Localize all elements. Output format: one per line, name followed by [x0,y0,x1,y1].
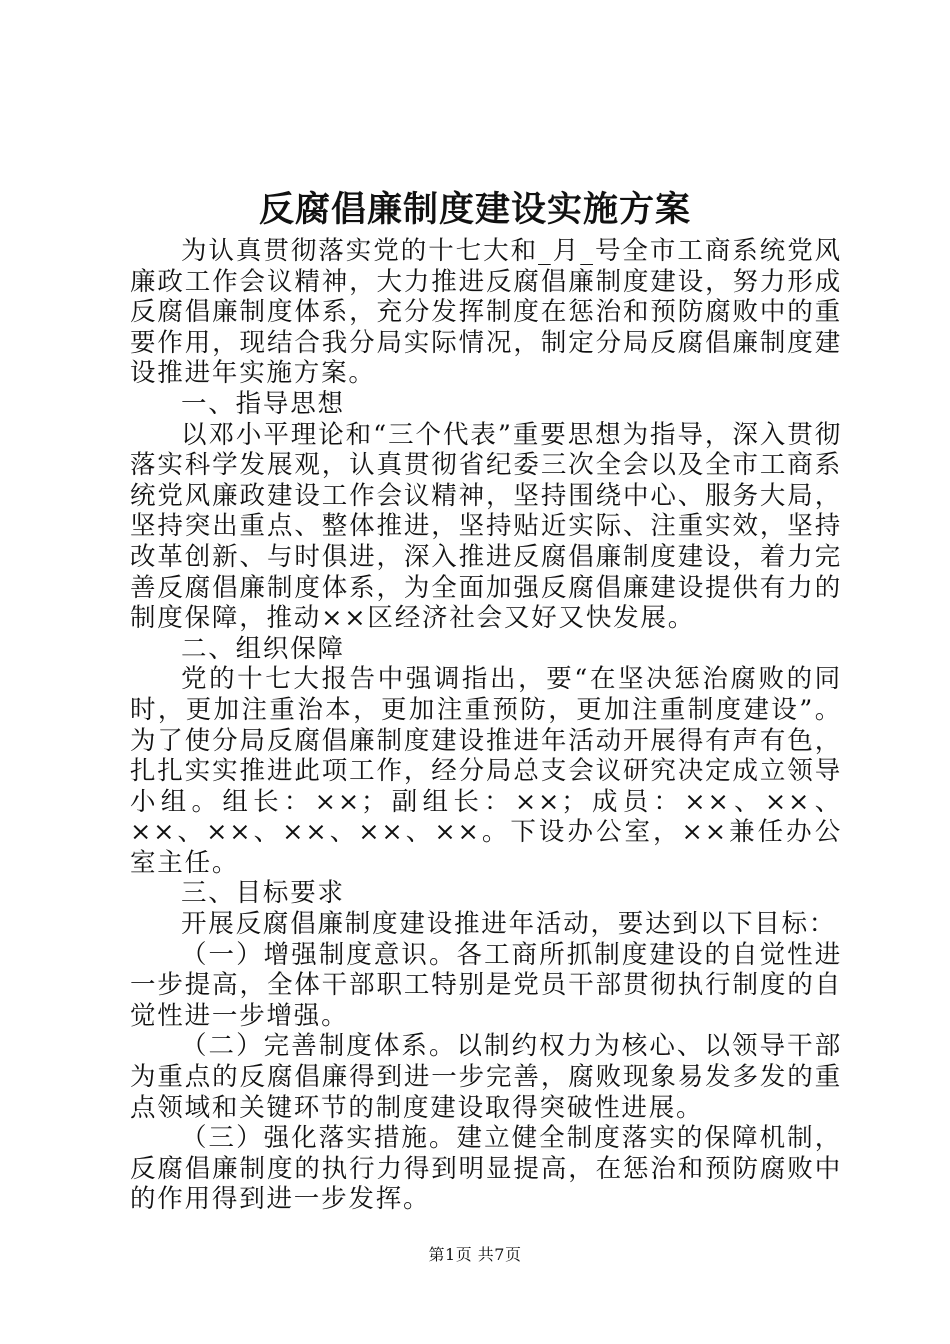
document-title: 反腐倡廉制度建设实施方案 [258,189,691,230]
goal-item-3: （三）强化落实措施。建立健全制度落实的保障机制，反腐倡廉制度的执行力得到明显提高，在惩治和预防腐败中的作用得到进一步发挥。 [130,1123,842,1215]
goal-item-1: （一）增强制度意识。各工商所抓制度建设的自觉性进一步提高，全体干部职工特别是党员干部贯彻执行制度的自觉性进一步增强。 [130,939,842,1031]
guiding-thought-paragraph: 以邓小平理论和“三个代表”重要思想为指导，深入贯彻落实科学发展观，认真贯彻省纪委三次全会以及全市工商系统党风廉政建设工作会议精神，坚持围绕中心、服务大局，坚持突出重点、整体推进，坚持贴近实际、注重实效，坚持改革创新、与时俱进，深入推进反腐倡廉制度建设，着力完善反腐倡廉制度体系，为全面加强反腐倡廉建设提供有力的制度保障，推动××区经济社会又好又快发展。 [130,419,842,634]
intro-paragraph: 为认真贯彻落实党的十七大和_月_号全市工商系统党风廉政工作会议精神，大力推进反腐倡廉制度建设，努力形成反腐倡廉制度体系，充分发挥制度在惩治和预防腐败中的重要作用，现结合我分局实际情况，制定分局反腐倡廉制度建设推进年实施方案。 [130,236,842,389]
section-heading-goals: 三、目标要求 [181,878,345,909]
document-body [130,236,842,1215]
organization-paragraph: 党的十七大报告中强调指出，要“在坚决惩治腐败的同时，更加注重治本，更加注重预防，更加注重制度建设”。为了使分局反腐倡廉制度建设推进年活动开展得有声有色，扎扎实实推进此项工作，经分局总支会议研究决定成立领导小组。组长：××；副组长：××；成员：××、××、××、××、××、××、××。下设办公室，××兼任办公室主任。 [130,664,842,878]
goal-item-2: （二）完善制度体系。以制约权力为核心、以领导干部为重点的反腐倡廉得到进一步完善，腐败现象易发多发的重点领域和关键环节的制度建设取得突破性进展。 [130,1031,842,1123]
section-heading-organization: 二、组织保障 [181,633,345,664]
page-number-footer: 第1页 共7页 [428,1245,522,1264]
goals-intro-paragraph: 开展反腐倡廉制度建设推进年活动，要达到以下目标： [181,909,837,940]
section-heading-guiding-thought: 一、指导思想 [181,388,345,419]
